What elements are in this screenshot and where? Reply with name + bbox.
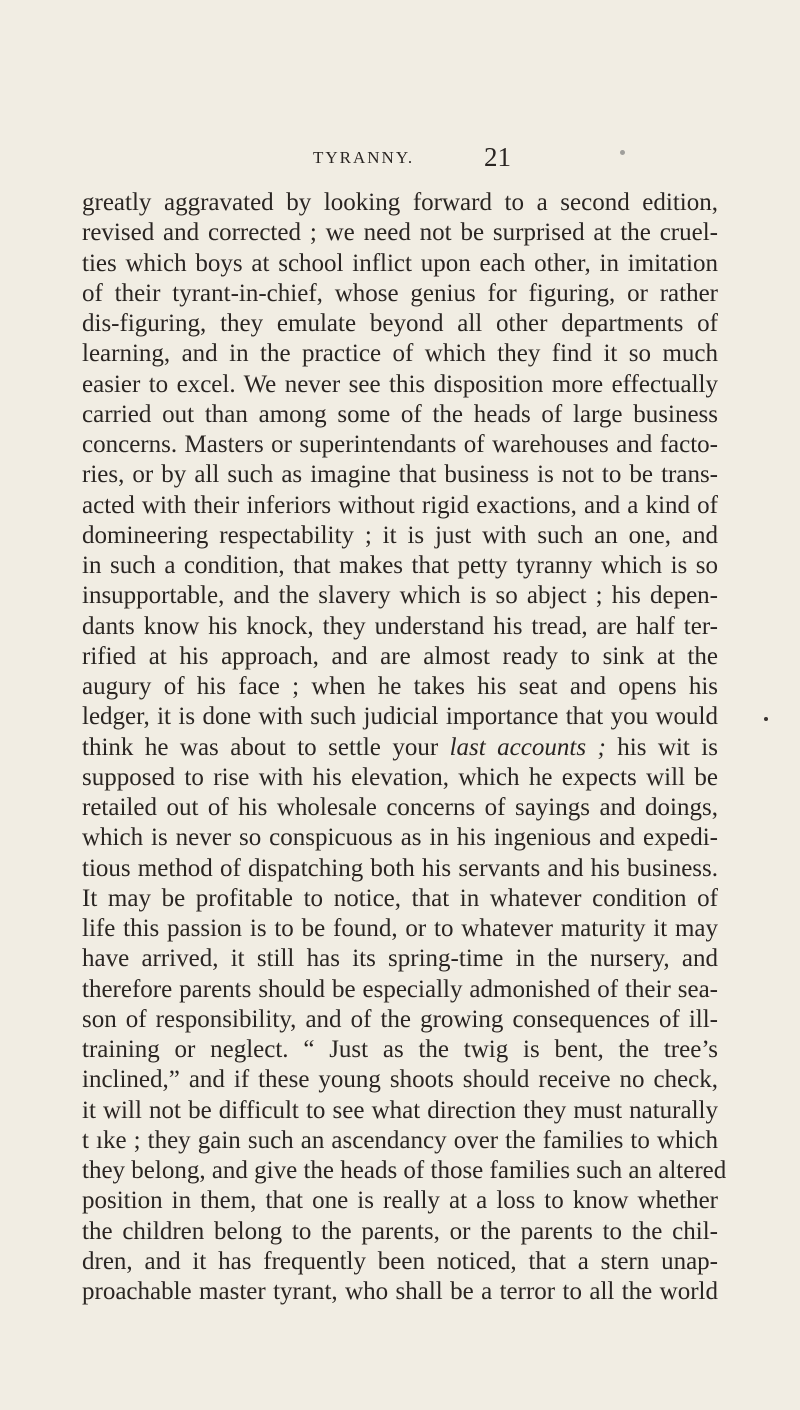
text-line: think he was about to settle your last accounts ; his wit is [82,733,718,761]
text-line: tious method of dispatching both his servants and his business. [82,854,718,882]
text-line: domineering respectability ; it is just with such an one, and [82,521,718,549]
text-line: have arrived, it still has its spring-time in the nursery, and [82,945,718,973]
text-line: insupportable, and the slavery which is so abject ; his depen- [82,582,718,610]
text-line: in such a condition, that makes that petty tyranny which is so [82,552,718,579]
text-line: t ıke ; they gain such an ascendancy over the families to which [82,1126,718,1154]
text-line: retailed out of his wholesale concerns of sayings and doings, [82,794,718,821]
text-line: ties which boys at school inflict upon each other, in imitation [82,249,718,277]
text-line: acted with their inferiors without rigid exactions, and a kind of [82,491,718,519]
running-head [0,142,800,178]
text-line: son of responsibility, and of the growing consequences of ill- [82,1005,718,1033]
text-line: greatly aggravated by looking forward to a second edition, [82,189,718,216]
text-line: ries, or by all such as imagine that business is not to be trans- [82,461,718,489]
text-line: concerns. Masters or superintendants of warehouses and facto- [82,431,718,458]
text-line: learning, and in the practice of which they find it so much [82,340,718,368]
text-line: augury of his face ; when he takes his seat and opens his [82,673,718,700]
text-line: dis-figuring, they emulate beyond all other departments of [82,310,718,337]
margin-ink-dot [764,717,768,721]
page-number: 21 [484,142,511,172]
text-line: It may be profitable to notice, that in whatever condition of [82,884,718,912]
body-text [82,188,727,1307]
text-line: training or neglect. “ Just as the twig is bent, the tree’s [82,1036,718,1063]
text-line: inclined,” and if these young shoots should receive no check, [82,1066,718,1094]
text-line: dants know his knock, they understand his tread, are half ter- [82,612,718,640]
text-line: dren, and it has frequently been noticed, that a stern unap- [82,1247,718,1275]
text-line: it will not be difficult to see what direction they must naturally [82,1096,718,1124]
text-line: which is never so conspicuous as in his ingenious and expedi- [82,824,718,852]
text-line: of their tyrant-in-chief, whose genius for figuring, or rather [82,279,718,307]
text-line: revised and corrected ; we need not be surprised at the cruel- [82,219,718,247]
text-line: carried out than among some of the heads of large business [82,400,718,428]
text-line: position in them, that one is really at a loss to know whether [82,1187,718,1215]
ink-speck [620,150,625,155]
text-line: life this passion is to be found, or to whatever maturity it may [82,915,718,942]
text-line: easier to excel. We never see this disposition more effectually [82,370,718,398]
text-line: the children belong to the parents, or the parents to the chil- [82,1217,718,1245]
text-line: ledger, it is done with such judicial importance that you would [82,703,718,731]
text-line: rified at his approach, and are almost ready to sink at the [82,642,718,670]
running-title: TYRANNY. [313,148,415,167]
text-line: they belong, and give the heads of those families such an altered [82,1157,727,1184]
italic-phrase: last accounts ; [449,733,606,761]
text-line: proachable master tyrant, who shall be a terror to all the world [82,1278,718,1305]
text-line: therefore parents should be especially admonished of their sea- [82,975,718,1003]
text-line: supposed to rise with his elevation, which he expects will be [82,763,718,791]
